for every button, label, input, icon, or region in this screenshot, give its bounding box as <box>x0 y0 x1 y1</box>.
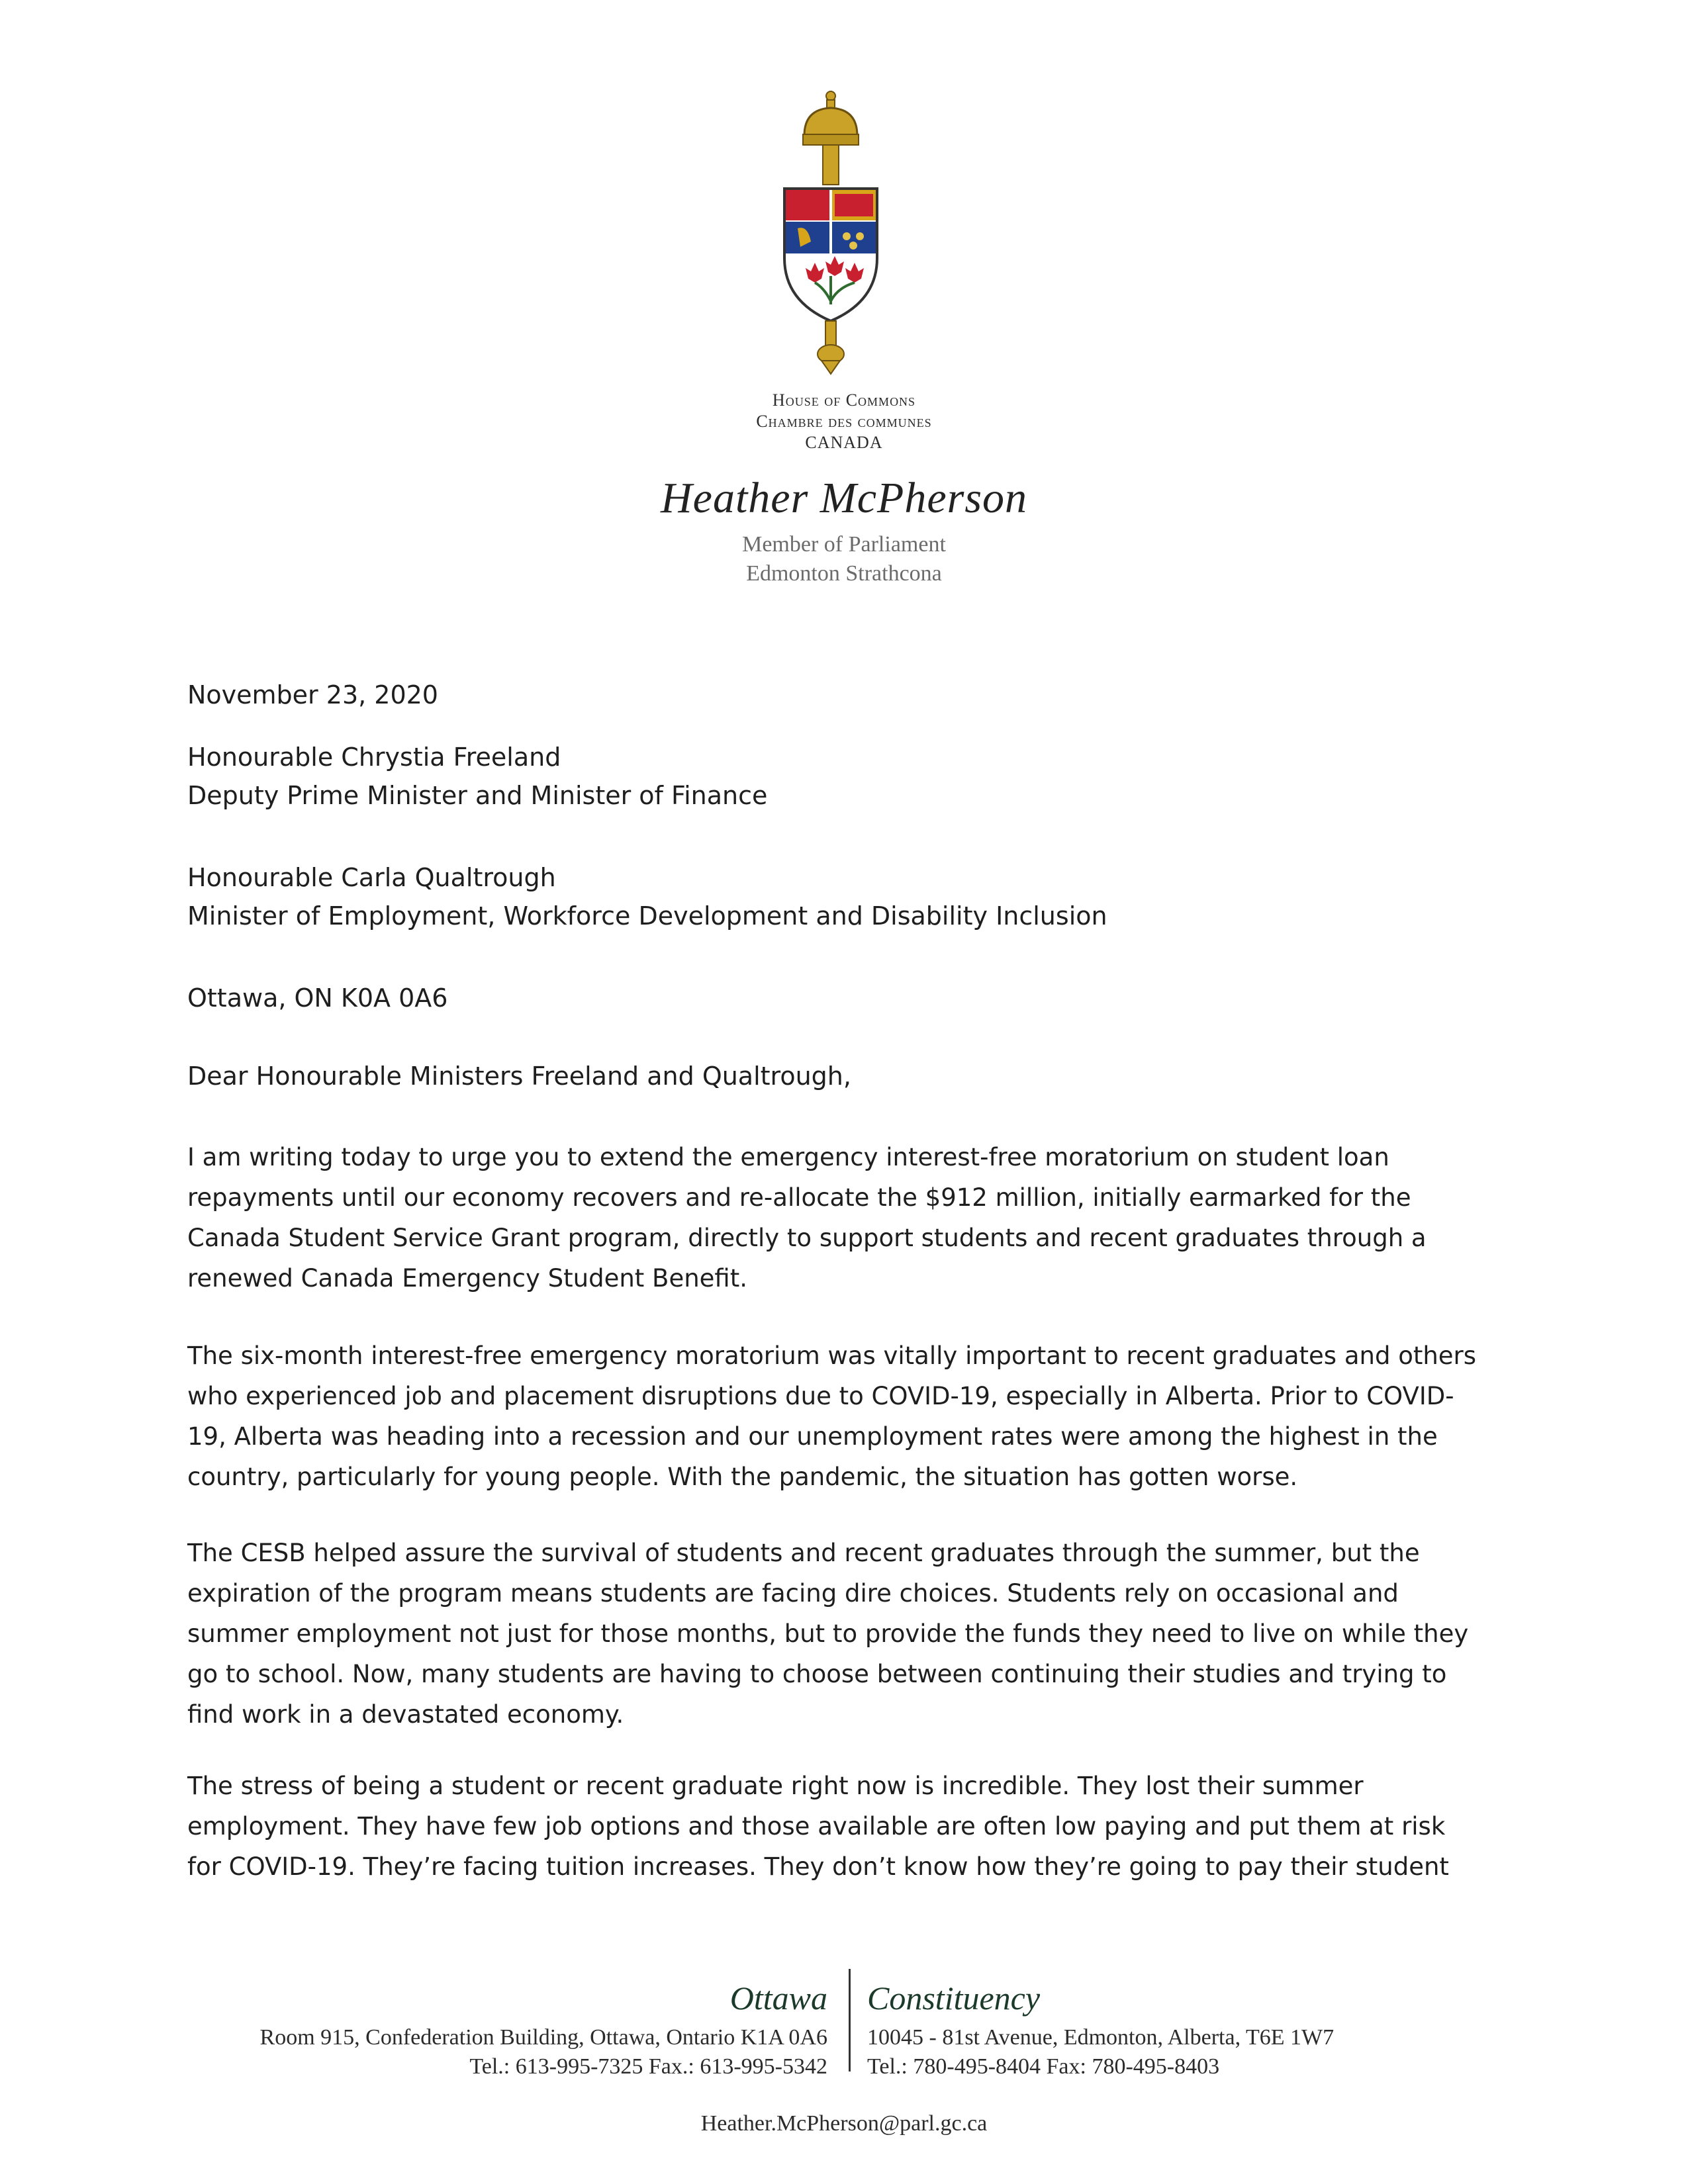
recipient2-title: Minister of Employment, Workforce Development and Disability Inclusion <box>187 901 1107 931</box>
member-role: Member of Parliament <box>742 532 946 557</box>
recipient2-name: Honourable Carla Qualtrough <box>187 863 556 892</box>
body-paragraph-3: The CESB helped assure the survival of students and recent graduates through the summer, but the expiration of the program means students are facing dire choices. Students rely on occasional and summer employment not just for those months, but to provide the funds they need to live on while they go to school. Now, many students are having to choose between continuing their studies and trying to find work in a devastated economy. <box>187 1539 1469 1729</box>
body-paragraph-2: The six-month interest-free emergency moratorium was vitally important to recent graduates and others who experienced job and placement disruptions due to COVID-19, especially in Alberta. Prior to COVID-19, Alberta was heading into a recession and our unemployment rates were among the highest in the country, particularly for young people. With the pandemic, the situation has gotten worse. <box>187 1342 1477 1491</box>
country-label: CANADA <box>805 433 883 452</box>
recipient1-title: Deputy Prime Minister and Minister of Finance <box>187 781 768 810</box>
footer-ottawa-phone: Tel.: 613-995-7325 Fax.: 613-995-5342 <box>469 2054 827 2079</box>
footer-ottawa-heading: Ottawa <box>729 1979 827 2017</box>
footer-constituency-address: 10045 - 81st Avenue, Edmonton, Alberta, T6E 1W7 <box>867 2025 1335 2050</box>
body-paragraph-1: I am writing today to urge you to extend the emergency interest-free moratorium on student loan repayments until our economy recovers and re-allocate the $912 million, initially earmarked for the Canada Student Service Grant program, directly to support students and recent graduates through a renewed Canada Emergency Student Benefit. <box>187 1143 1427 1293</box>
house-of-commons-label: House of Commons <box>772 390 916 410</box>
member-name-signature: Heather McPherson <box>660 474 1028 522</box>
body-paragraph-4: The stress of being a student or recent graduate right now is incredible. They lost their summer employment. They have few job options and those available are often low paying and put them at risk for COVID-19. They’re facing tuition increases. They don’t know how they’re going to pay their student <box>187 1772 1449 1881</box>
member-riding: Edmonton Strathcona <box>746 561 942 586</box>
chambre-des-communes-label: Chambre des communes <box>756 412 932 431</box>
letter-date: November 23, 2020 <box>187 680 438 709</box>
footer-constituency-heading: Constituency <box>867 1979 1041 2017</box>
footer-ottawa-address: Room 915, Confederation Building, Ottawa, Ontario K1A 0A6 <box>259 2025 827 2050</box>
footer-divider <box>849 1969 851 2071</box>
footer-email[interactable]: Heather.McPherson@parl.gc.ca <box>700 2111 988 2136</box>
house-of-commons-crest-icon <box>778 89 884 377</box>
footer-constituency-phone: Tel.: 780-495-8404 Fax: 780-495-8403 <box>867 2054 1220 2079</box>
recipient-address: Ottawa, ON K0A 0A6 <box>187 983 448 1013</box>
salutation: Dear Honourable Ministers Freeland and Qualtrough, <box>187 1062 851 1091</box>
recipient1-name: Honourable Chrystia Freeland <box>187 743 561 772</box>
